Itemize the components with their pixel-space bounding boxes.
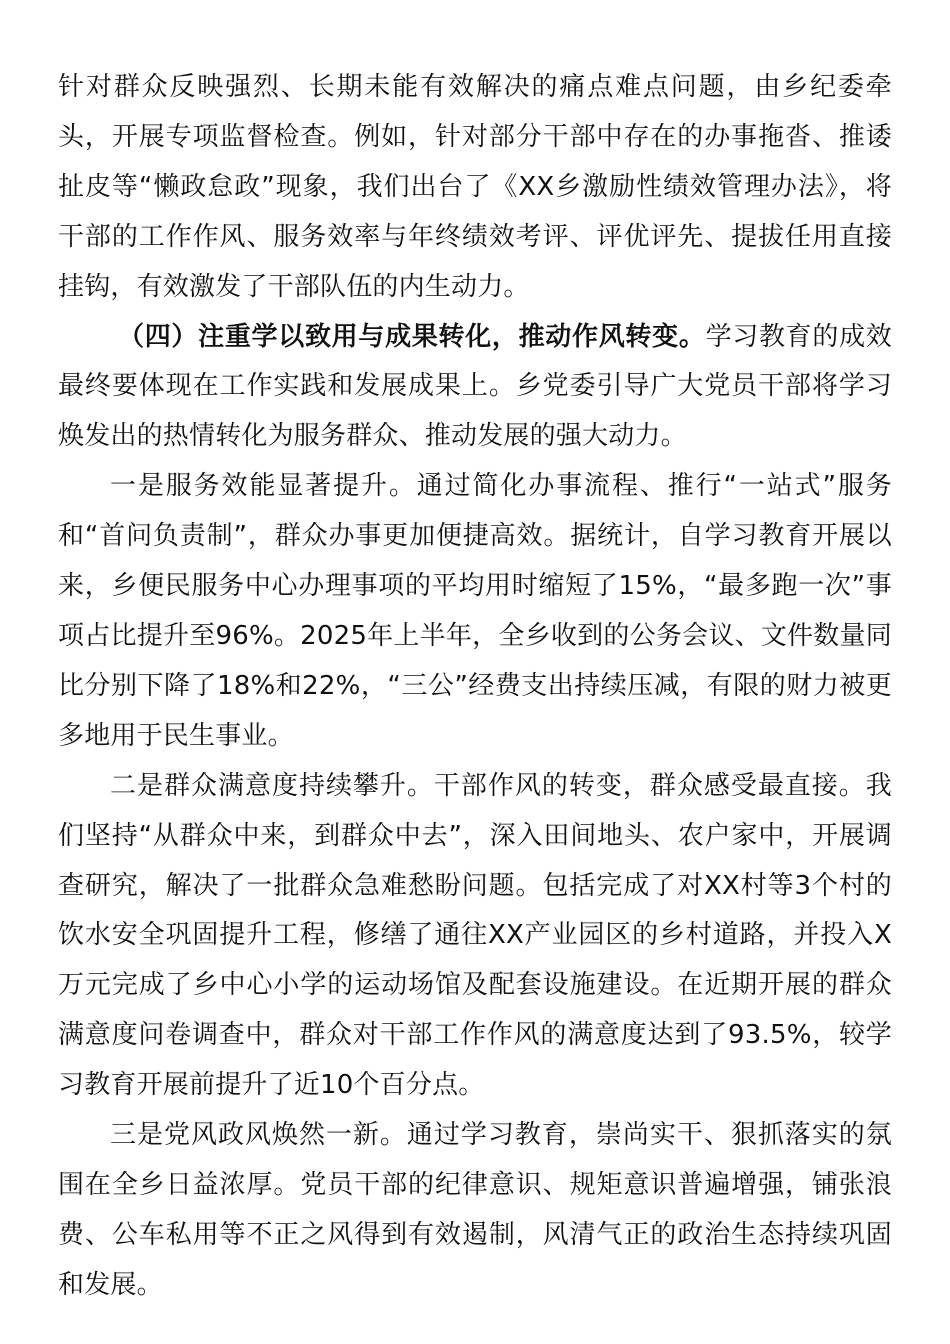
paragraph-party-style: 三是党风政风焕然一新。通过学习教育，崇尚实干、狠抓落实的氛围在全乡日益浓厚。党员干部的纪律意识、规矩意识普遍增强，铺张浪费、公车私用等不正之风得到有效遏制，风清气正的政治生态持续巩固和发展。 (58, 1120, 892, 1300)
paragraph-section-four (58, 313, 892, 463)
section-body-text: 学习教育的成效最终要体现在工作实践和发展成果上。乡党委引导广大党员干部将学习焕发出的热情转化为服务群众、推动发展的强大动力。 (58, 321, 893, 452)
paragraph-continuation: 针对群众反映强烈、长期未能有效解决的痛点难点问题，由乡纪委牵头，开展专项监督检查。例如，针对部分干部中存在的办事拖沓、推诿扯皮等“懒政怠政”现象，我们出台了《XX乡激励性绩效管理办法》，将干部的工作作风、服务效率与年终绩效考评、评优评先、提拔任用直接挂钩，有效激发了干部队伍的内生动力。 (58, 72, 892, 302)
document-body (58, 63, 892, 1311)
paragraph-public-satisfaction: 二是群众满意度持续攀升。干部作风的转变，群众感受最直接。我们坚持“从群众中来，到群众中去”，深入田间地头、农户家中，开展调查研究，解决了一批群众急难愁盼问题。包括完成了对XX村等3个村的饮水安全巩固提升工程，修缮了通往XX产业园区的乡村道路，并投入X万元完成了乡中心小学的运动场馆及配套设施建设。在近期开展的群众满意度问卷调查中，群众对干部工作作风的满意度达到了93.5%，较学习教育开展前提升了近10个百分点。 (58, 770, 892, 1101)
section-heading: （四）注重学以致用与成果转化，推动作风转变。 (118, 321, 706, 352)
paragraph-service-efficiency: 一是服务效能显著提升。通过简化办事流程、推行“一站式”服务和“首问负责制”，群众办事更加便捷高效。据统计，自学习教育开展以来，乡便民服务中心办理事项的平均用时缩短了15%，“最多跑一次”事项占比提升至96%。2025年上半年，全乡收到的公务会议、文件数量同比分别下降了18%和22%，“三公”经费支出持续压减，有限的财力被更多地用于民生事业。 (58, 471, 892, 751)
